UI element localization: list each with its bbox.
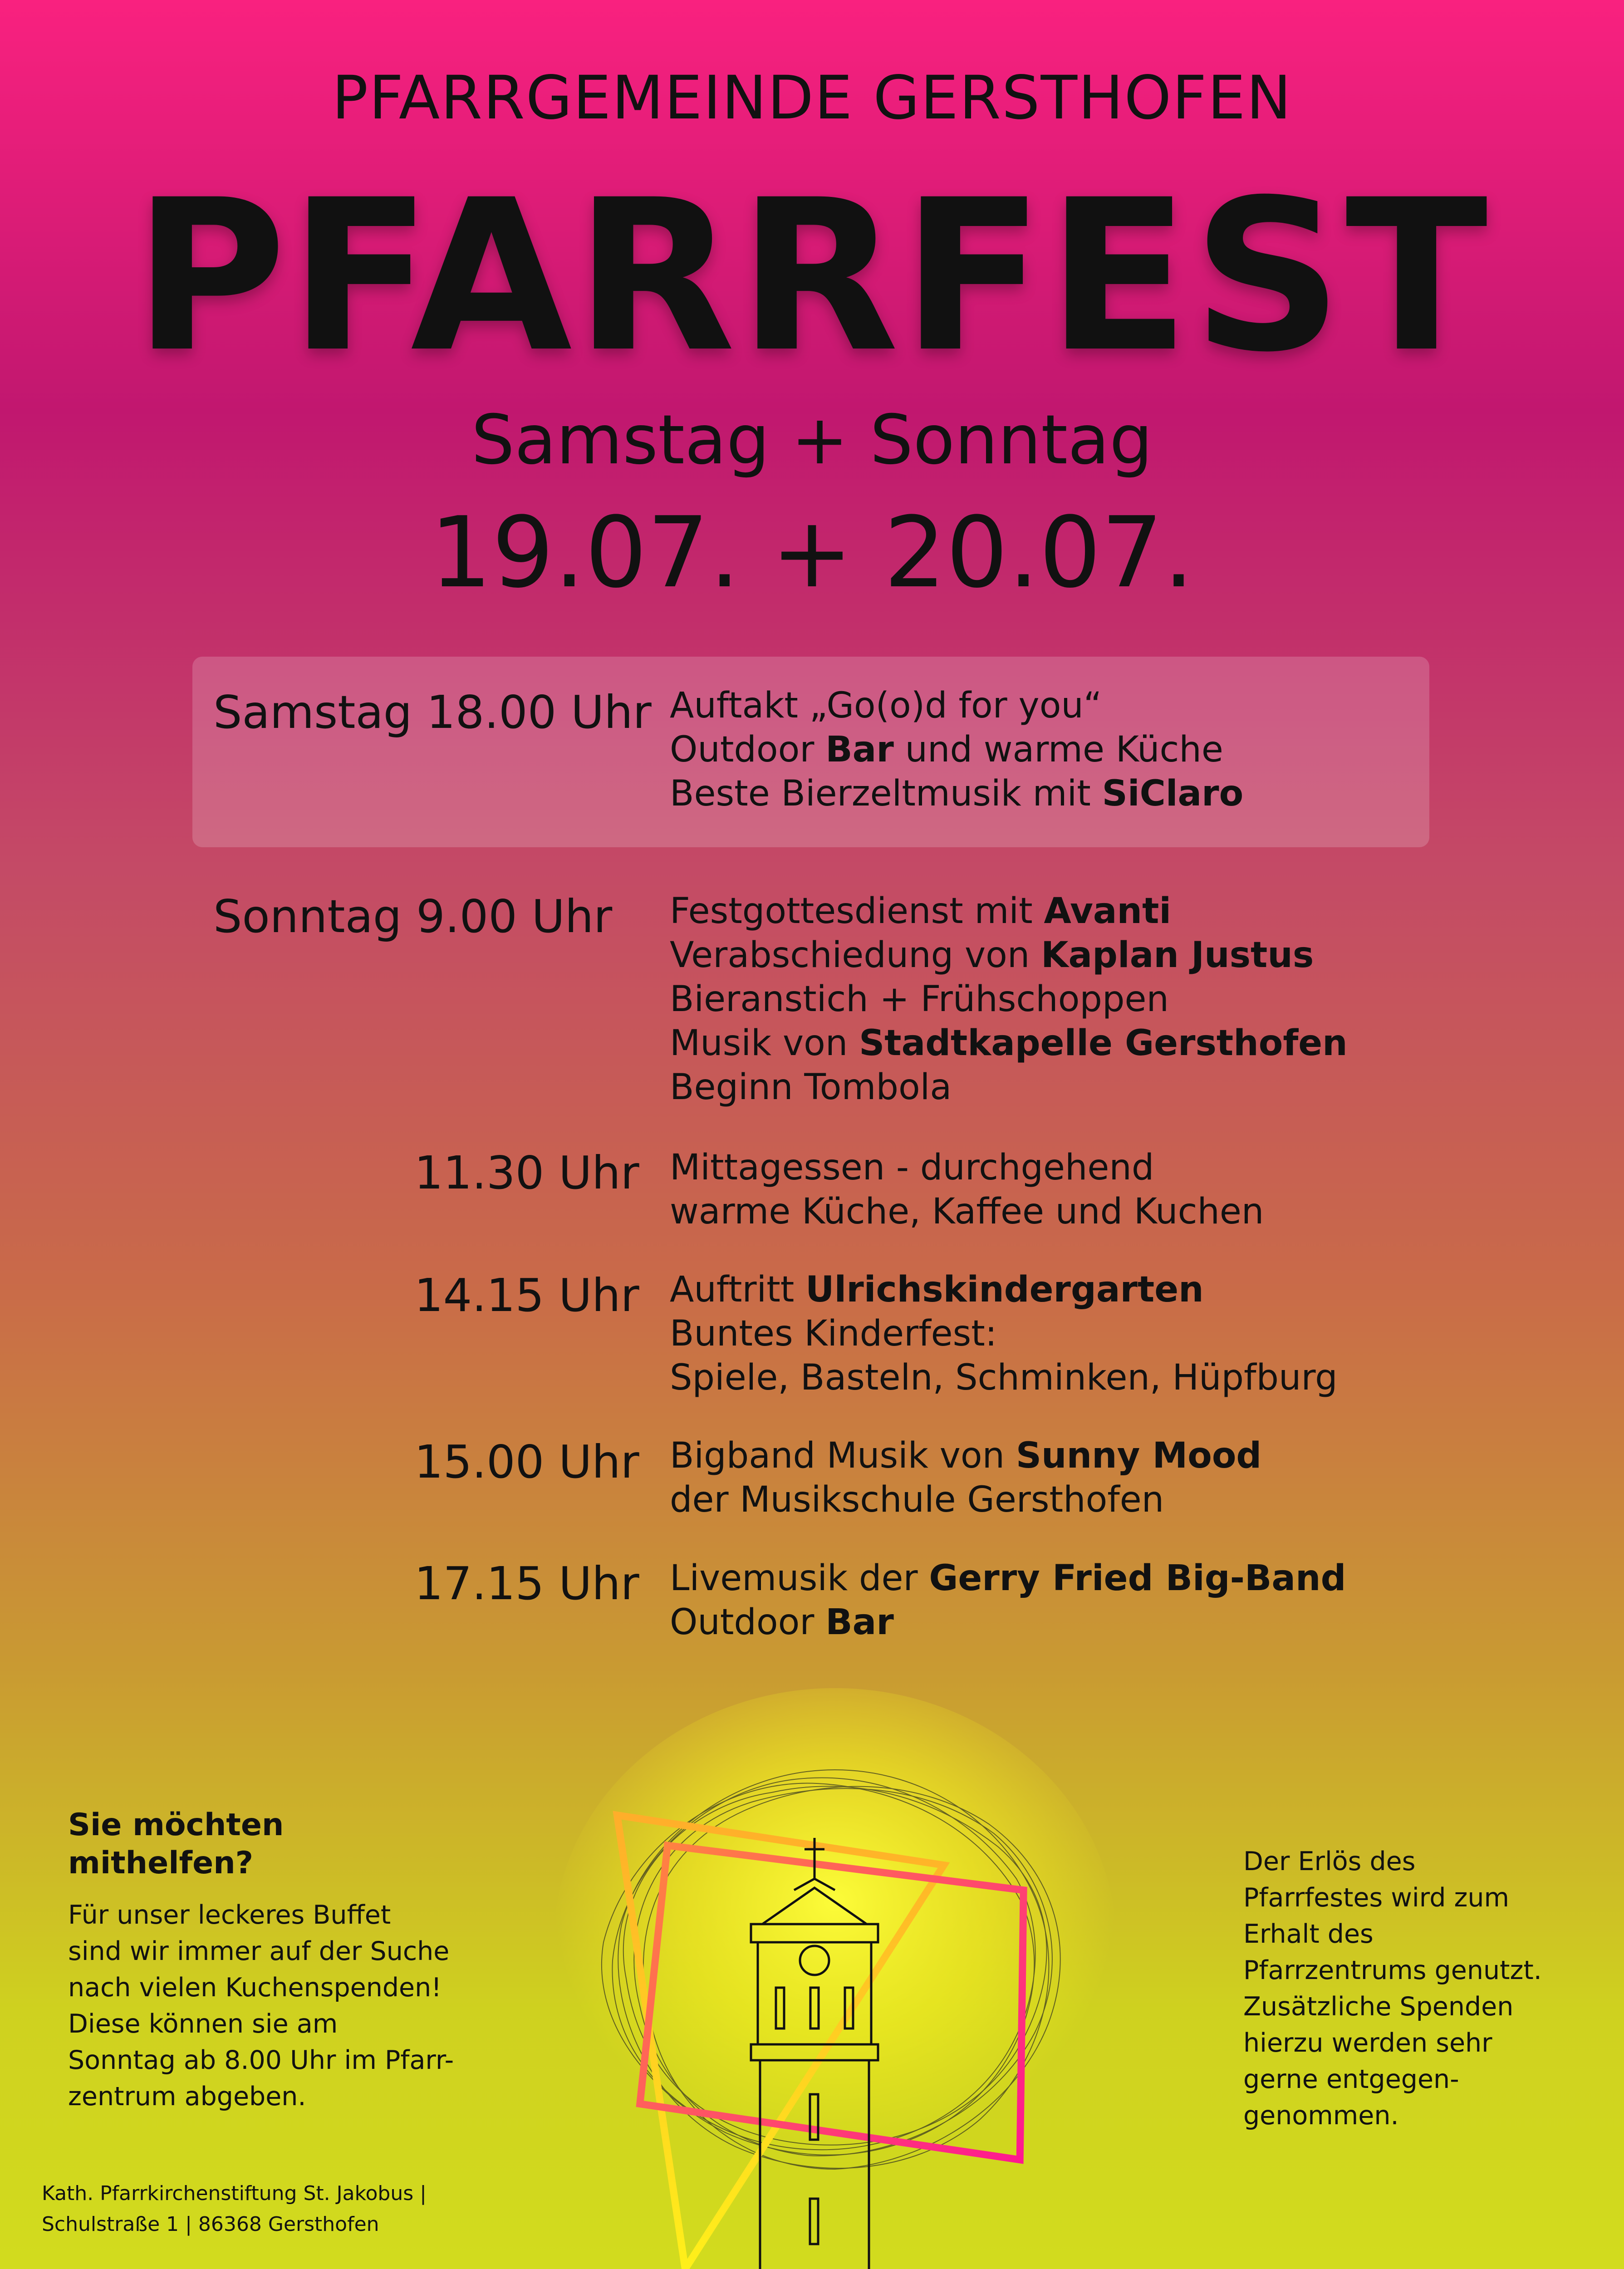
proceeds-text (1243, 1843, 1606, 2134)
program-line (670, 1066, 1348, 1110)
program-line (670, 1478, 1261, 1522)
schedule-time: 15.00 Uhr (414, 1435, 639, 1488)
event-days: Samstag + Sonntag (471, 401, 1153, 480)
program-text: Festgottesdienst mit (670, 891, 1044, 932)
program-highlight: Bar (825, 1602, 894, 1643)
program-line (670, 1312, 1338, 1356)
help-text-line: Für unser leckeres Buffet (68, 1900, 391, 1930)
program-highlight: Gerry Fried Big-Band (929, 1558, 1346, 1599)
help-title (68, 1806, 386, 1882)
help-text-line: nach vielen Kuchenspenden! (68, 1973, 442, 2003)
help-text (68, 1897, 522, 2115)
schedule-time: 11.30 Uhr (414, 1146, 639, 1199)
program-line (670, 1022, 1348, 1066)
proceeds-line: gerne entgegen- (1243, 2064, 1459, 2094)
parish-name: PFARRGEMEINDE GERSTHOFEN (332, 63, 1292, 133)
proceeds-line: hierzu werden sehr (1243, 2028, 1492, 2058)
program-highlight: Stadtkapelle Gersthofen (859, 1023, 1348, 1064)
footer-address (42, 2178, 541, 2240)
program-text: Mittagessen - durchgehend (670, 1147, 1154, 1188)
help-title-line: mithelfen? (68, 1845, 254, 1881)
proceeds-line: genommen. (1243, 2101, 1399, 2131)
proceeds-line: Zusätzliche Spenden (1243, 1992, 1514, 2022)
program-line (670, 1601, 1346, 1645)
footer-line: Kath. Pfarrkirchenstiftung St. Jakobus | (42, 2182, 427, 2205)
schedule-item-bigband (670, 1434, 1261, 1522)
church-tower-illustration (490, 1688, 1171, 2269)
program-highlight: Ulrichskindergarten (805, 1269, 1204, 1310)
help-text-line: zentrum abgeben. (68, 2082, 306, 2112)
proceeds-line: Pfarrfestes wird zum (1243, 1883, 1510, 1913)
program-line (670, 1434, 1261, 1478)
help-text-line: Diese können sie am (68, 2009, 338, 2039)
help-title-line: Sie möchten (68, 1807, 284, 1843)
program-text: Bigband Musik von (670, 1435, 1016, 1476)
help-text-line: sind wir immer auf der Suche (68, 1936, 450, 1966)
proceeds-line: Erhalt des (1243, 1919, 1374, 1949)
schedule-item-livemusic (670, 1557, 1346, 1645)
saturday-program (670, 684, 1243, 816)
program-text: Musik von (670, 1023, 859, 1064)
sunday-program-morning (670, 889, 1348, 1110)
proceeds-line: Pfarrzentrums genutzt. (1243, 1955, 1542, 1985)
sunday-time: Sonntag 9.00 Uhr (213, 890, 613, 943)
program-line (670, 772, 1243, 816)
proceeds-line: Der Erlös des (1243, 1847, 1416, 1876)
program-text: Buntes Kinderfest: (670, 1313, 997, 1354)
page-title: PFARRFEST (133, 155, 1491, 398)
program-line (670, 1268, 1338, 1312)
event-dates: 19.07. + 20.07. (430, 496, 1194, 609)
program-line (670, 889, 1348, 933)
program-highlight: Sunny Mood (1016, 1435, 1262, 1476)
schedule-item-lunch (670, 1146, 1264, 1234)
program-text: Livemusik der (670, 1558, 929, 1599)
program-text: Auftritt (670, 1269, 806, 1310)
program-text: Outdoor (670, 729, 826, 770)
program-text: Verabschiedung von (670, 935, 1041, 976)
program-highlight: SiClaro (1102, 773, 1244, 814)
help-text-line: Sonntag ab 8.00 Uhr im Pfarr- (68, 2045, 454, 2075)
program-text: Beginn Tombola (670, 1067, 952, 1108)
program-line (670, 1557, 1346, 1601)
program-text: Auftakt „Go(o)d for you“ (670, 685, 1102, 726)
saturday-time: Samstag 18.00 Uhr (213, 686, 652, 739)
program-line (670, 684, 1243, 728)
program-line (670, 977, 1348, 1022)
program-line (670, 1356, 1338, 1400)
program-text: der Musikschule Gersthofen (670, 1479, 1164, 1520)
footer-line: Schulstraße 1 | 86368 Gersthofen (42, 2213, 379, 2236)
program-text: Beste Bierzeltmusik mit (670, 773, 1102, 814)
program-line (670, 1146, 1264, 1190)
program-text: Outdoor (670, 1602, 826, 1643)
program-text: Spiele, Basteln, Schminken, Hüpfburg (670, 1357, 1338, 1398)
schedule-time: 14.15 Uhr (414, 1269, 639, 1322)
schedule-item-kids (670, 1268, 1338, 1400)
program-text: Bieranstich + Frühschoppen (670, 979, 1169, 1020)
program-line (670, 933, 1348, 977)
program-line (670, 1190, 1264, 1234)
program-highlight: Bar (825, 729, 894, 770)
program-line (670, 728, 1243, 772)
program-text: warme Küche, Kaffee und Kuchen (670, 1191, 1264, 1232)
schedule-time: 17.15 Uhr (414, 1557, 639, 1610)
program-highlight: Avanti (1044, 891, 1172, 932)
program-text: und warme Küche (893, 729, 1223, 770)
program-highlight: Kaplan Justus (1041, 935, 1314, 976)
